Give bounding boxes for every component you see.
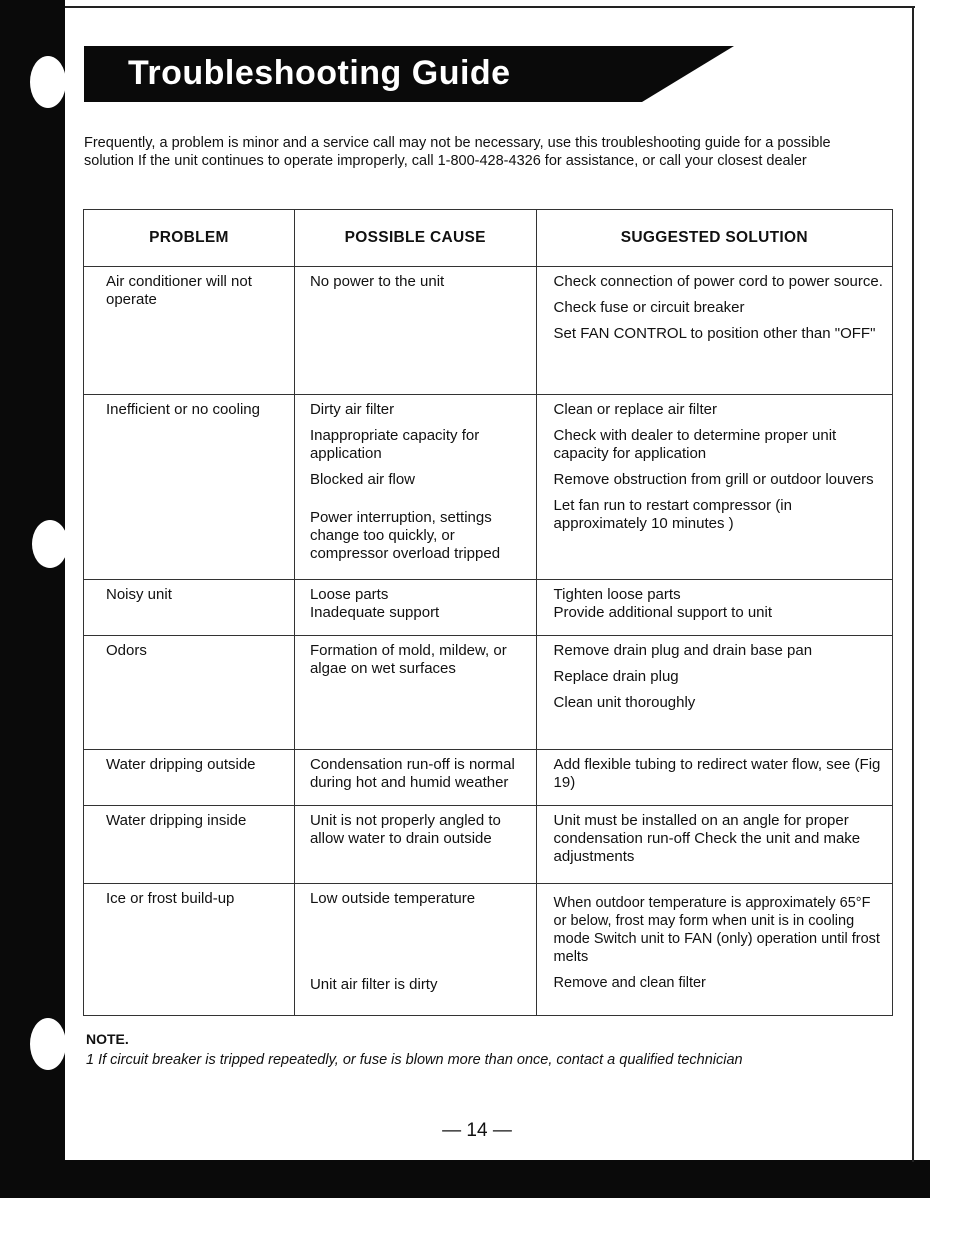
- title-banner: [84, 46, 734, 102]
- solution-item: Set FAN CONTROL to position other than "OFF": [553, 325, 876, 342]
- solution-cell: [536, 395, 892, 580]
- cause-item: Low outside temperature: [309, 890, 476, 907]
- solution-item: Check with dealer to determine proper unit capacity for application: [553, 427, 837, 462]
- solution-cell: [536, 750, 892, 806]
- troubleshooting-table: [83, 209, 893, 1016]
- cause-item: Unit air filter is dirty: [309, 976, 438, 993]
- top-border: [65, 6, 915, 8]
- problem-cell: Ice or frost build-up: [84, 884, 295, 1016]
- header-problem: PROBLEM: [84, 210, 295, 267]
- table-row: [84, 580, 893, 636]
- solution-item: Tighten loose parts: [553, 586, 681, 603]
- solution-item: Let fan run to restart compressor (in approximately 10 minutes ): [553, 497, 792, 532]
- solution-item: Add flexible tubing to redirect water flow, see (Fig 19): [553, 756, 881, 791]
- bottom-border: [0, 1160, 930, 1198]
- problem-cell: Inefficient or no cooling: [84, 395, 295, 580]
- table-row: [84, 636, 893, 750]
- solution-item: Remove drain plug and drain base pan: [553, 642, 813, 659]
- page-number: — 14 —: [442, 1120, 512, 1141]
- solution-cell: [536, 636, 892, 750]
- solution-item: Remove and clean filter: [553, 975, 706, 991]
- solution-cell: [536, 267, 892, 395]
- cause-cell: [294, 580, 536, 636]
- solution-item: Check fuse or circuit breaker: [553, 299, 745, 316]
- solution-item: Replace drain plug: [553, 668, 679, 685]
- cause-item: Formation of mold, mildew, or algae on wet surfaces: [309, 642, 507, 677]
- cause-cell: [294, 636, 536, 750]
- cause-cell: [294, 395, 536, 580]
- table-row: [84, 750, 893, 806]
- cause-item: No power to the unit: [309, 273, 445, 290]
- solution-cell: [536, 806, 892, 884]
- header-possible-cause: POSSIBLE CAUSE: [294, 210, 536, 267]
- cause-cell: [294, 750, 536, 806]
- problem-cell: Water dripping outside: [84, 750, 295, 806]
- solution-cell: [536, 884, 892, 1016]
- problem-cell: Air conditioner will not operate: [84, 267, 295, 395]
- table-header-row: [84, 210, 893, 267]
- binder-hole-top: [30, 56, 66, 108]
- table-row: [84, 395, 893, 580]
- cause-item: Blocked air flow: [309, 471, 415, 488]
- problem-cell: Odors: [84, 636, 295, 750]
- table-row: [84, 267, 893, 395]
- header-suggested-solution: SUGGESTED SOLUTION: [536, 210, 892, 267]
- binding-strip: [0, 0, 65, 1198]
- solution-cell: [536, 580, 892, 636]
- solution-item: When outdoor temperature is approximately 65°F or below, frost may form when unit is in cooling mode Switch unit to FAN (only) operation until frost melts: [553, 895, 880, 965]
- note-title: NOTE.: [86, 1031, 129, 1047]
- problem-cell: Water dripping inside: [84, 806, 295, 884]
- cause-item: Unit is not properly angled to allow water to drain outside: [309, 812, 501, 847]
- binder-hole-middle: [32, 520, 68, 568]
- cause-item: Inadequate support: [309, 604, 440, 621]
- solution-item: Unit must be installed on an angle for proper condensation run-off Check the unit and make adjustments: [553, 812, 861, 865]
- solution-item: Clean or replace air filter: [553, 401, 717, 418]
- table-row: [84, 806, 893, 884]
- solution-item: Check connection of power cord to power source.: [553, 273, 883, 290]
- cause-item: Power interruption, settings change too quickly, or compressor overload tripped: [309, 509, 501, 562]
- solution-item: Remove obstruction from grill or outdoor louvers: [553, 471, 874, 488]
- problem-cell: Noisy unit: [84, 580, 295, 636]
- binder-hole-bottom: [30, 1018, 66, 1070]
- page-title: Troubleshooting Guide: [128, 54, 511, 92]
- right-border: [912, 6, 914, 1162]
- solution-item: Clean unit thoroughly: [553, 694, 696, 711]
- note-text: 1 If circuit breaker is tripped repeatedly, or fuse is blown more than once, contact a qualified technician: [86, 1052, 743, 1068]
- solution-item: Provide additional support to unit: [553, 604, 773, 621]
- cause-item: Inappropriate capacity for application: [309, 427, 480, 462]
- cause-item: Condensation run-off is normal during hot and humid weather: [309, 756, 515, 791]
- cause-item: Dirty air filter: [309, 401, 395, 418]
- table-row: [84, 884, 893, 1016]
- cause-cell: [294, 806, 536, 884]
- cause-cell: [294, 267, 536, 395]
- intro-paragraph: Frequently, a problem is minor and a service call may not be necessary, use this troubleshooting guide for a possible solution If the unit continues to operate improperly, call 1-800-428-4326 for assistance, or call your closest dealer: [84, 135, 831, 169]
- cause-cell: [294, 884, 536, 1016]
- cause-item: Loose parts: [309, 586, 389, 603]
